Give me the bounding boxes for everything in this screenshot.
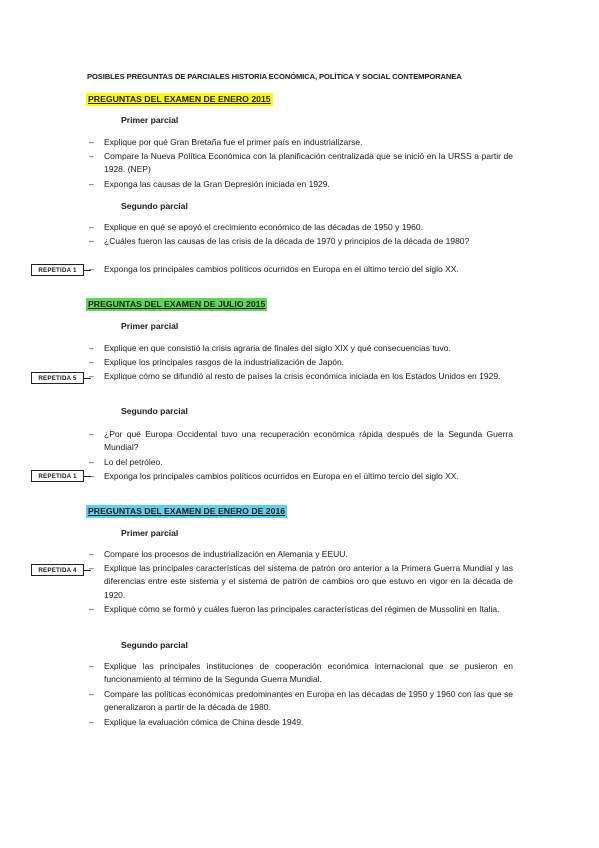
question-text: Compare la Nueva Política Económica con la planificación centralizada que se inició en la URSS a partir de 1928. (NEP) xyxy=(104,151,513,175)
bullet-dash: – xyxy=(89,661,94,671)
bullet-dash: – xyxy=(89,236,94,246)
question-text: Compare los procesos de industrialización en Alemania y EEUU. xyxy=(104,549,348,559)
bullet-dash: – xyxy=(89,222,94,232)
part-title: Primer parcial xyxy=(121,528,179,538)
repetida-badge: REPETIDA 1 xyxy=(31,470,84,482)
question-text: Explique la evaluación cómica de China desde 1949. xyxy=(104,717,304,727)
bullet-dash: – xyxy=(89,563,94,573)
question-text: Explique cómo se difundió al resto de países la crisis económica iniciada en los Estados Unidos en 1929. xyxy=(104,371,501,381)
question-text: Compare las políticas económicas predominantes en Europa en las décadas de 1950 y 1960 con las que se generalizaron a partir de la década de 1980. xyxy=(104,689,513,713)
bullet-dash: – xyxy=(89,457,94,467)
question-text: Exponga las causas de la Gran Depresión iniciada en 1929. xyxy=(104,179,330,189)
part-title: Segundo parcial xyxy=(121,640,188,650)
question-text: Exponga los principales cambios políticos ocurridos en Europa en el último tercio del siglo XX. xyxy=(104,471,459,481)
question-text: Explique en qué se apoyó el crecimiento económico de las décadas de 1950 y 1960. xyxy=(104,222,423,232)
list-item xyxy=(89,456,513,469)
list-item xyxy=(89,716,513,729)
list-item xyxy=(89,150,513,177)
list-item xyxy=(89,178,513,191)
bullet-dash: – xyxy=(89,689,94,699)
list-item xyxy=(89,221,513,234)
exam-title: PREGUNTAS DEL EXAMEN DE JULIO 2015 xyxy=(88,299,266,309)
question-text: ¿Por qué Europa Occidental tuvo una recuperación económica rápida después de la Segunda Guerra Mundial? xyxy=(104,429,513,453)
question-text: ¿Cuáles fueron las causas de las crisis de la década de 1970 y principios de la década de 1980? xyxy=(104,236,470,246)
bullet-dash: – xyxy=(89,717,94,727)
part-title: Primer parcial xyxy=(121,321,179,331)
question-text: Explique por qué Gran Bretaña fue el primer país en industrializarse. xyxy=(104,137,363,147)
question-text: Lo del petróleo. xyxy=(104,457,163,467)
part-title: Segundo parcial xyxy=(121,201,188,211)
question-text: Exponga los principales cambios políticos ocurridos en Europa en el último tercio del siglo XX. xyxy=(104,264,459,274)
repetida-badge: REPETIDA 5 xyxy=(31,372,84,384)
bullet-dash: – xyxy=(89,137,94,147)
question-text: Explique las principales instituciones de cooperación económica internacional que se pusieron en funcionamiento al término de la Segunda Guerra Mundial. xyxy=(104,661,513,685)
question-text: Explique las principales características del sistema de patrón oro anterior a la Primera Guerra Mundial y las diferencias entre este sistema y el sistema de patrón de cambios oro que estuvo en vigor en la década de 1920. xyxy=(104,563,513,600)
question-text: Explique en que consistió la crisis agraria de finales del siglo XIX y qué consecuencias tuvo. xyxy=(104,343,451,353)
bullet-dash: – xyxy=(89,471,94,481)
list-item xyxy=(89,688,513,715)
exam-title: PREGUNTAS DEL EXAMEN DE ENERO DE 2016 xyxy=(88,506,286,516)
repetida-badge: REPETIDA 4 xyxy=(31,564,84,576)
list-item xyxy=(89,470,513,483)
list-item xyxy=(89,342,513,355)
page-title: POSIBLES PREGUNTAS DE PARCIALES HISTORIA ECONÓMICA, POLÍTICA Y SOCIAL CONTEMPORANEA xyxy=(87,72,462,81)
list-item xyxy=(89,235,513,248)
list-item xyxy=(89,562,513,602)
question-text: Explique cómo se formó y cuáles fueron las principales características del régimen de Mussolini en Italia. xyxy=(104,604,500,614)
list-item xyxy=(89,660,513,687)
bullet-dash: – xyxy=(89,357,94,367)
bullet-dash: – xyxy=(89,429,94,439)
bullet-dash: – xyxy=(89,179,94,189)
list-item xyxy=(89,263,513,276)
part-title: Segundo parcial xyxy=(121,406,188,416)
part-title: Primer parcial xyxy=(121,115,179,125)
exam-title: PREGUNTAS DEL EXAMEN DE ENERO 2015 xyxy=(88,94,271,104)
list-item xyxy=(89,356,513,369)
bullet-dash: – xyxy=(89,604,94,614)
bullet-dash: – xyxy=(89,151,94,161)
question-text: Explique los principales rasgos de la industrialización de Japón. xyxy=(104,357,345,367)
list-item xyxy=(89,370,513,383)
list-item xyxy=(89,428,513,455)
list-item xyxy=(89,603,513,616)
bullet-dash: – xyxy=(89,343,94,353)
bullet-dash: – xyxy=(89,264,94,274)
repetida-badge: REPETIDA 1 xyxy=(31,264,84,276)
list-item xyxy=(89,548,513,561)
bullet-dash: – xyxy=(89,549,94,559)
list-item xyxy=(89,136,513,149)
bullet-dash: – xyxy=(89,371,94,381)
